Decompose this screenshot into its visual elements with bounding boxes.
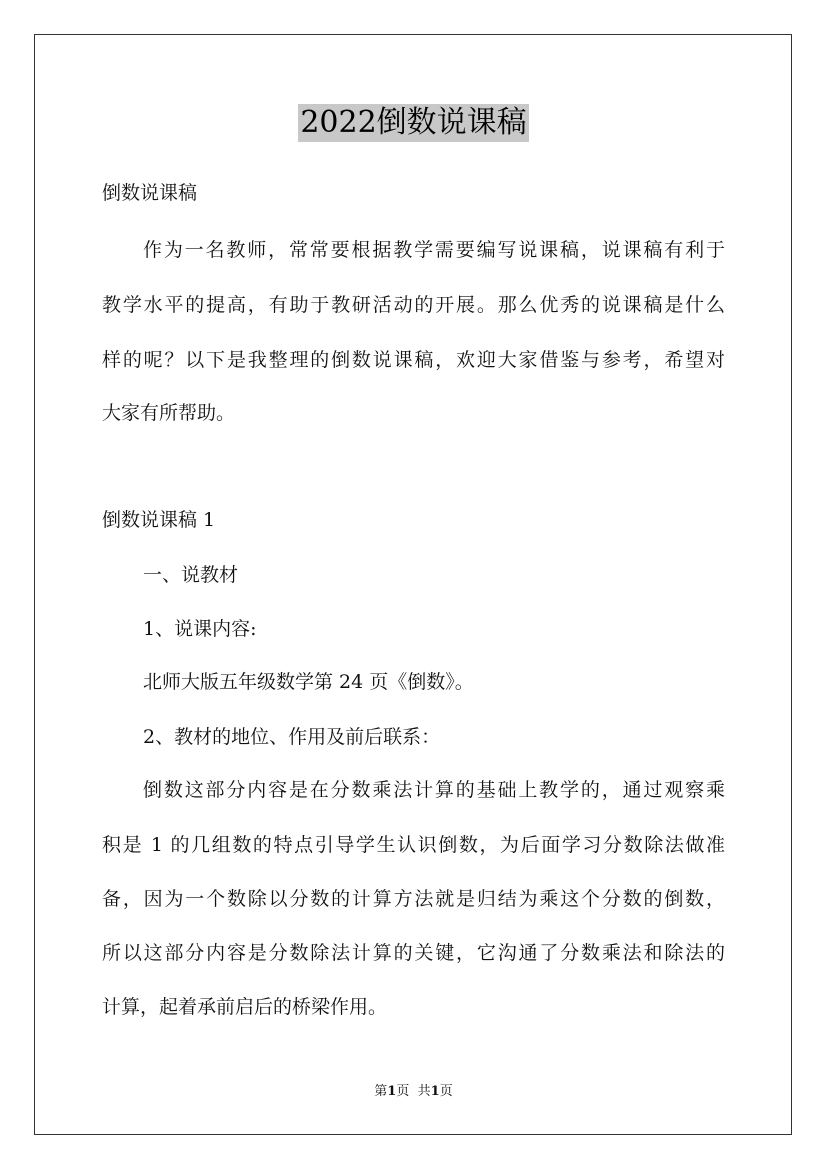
- footer-total-prefix: 共: [417, 1084, 431, 1099]
- item-2-heading: 2、教材的地位、作用及前后联系：: [143, 726, 441, 748]
- intro-line-2: 教学水平的提高，有助于教研活动的开展。那么优秀的说课稿是什么: [102, 294, 725, 316]
- body-line-1: 倒数这部分内容是在分数乘法计算的基础上教学的，通过观察乘: [143, 779, 725, 801]
- footer-total-number: 1: [430, 1084, 440, 1099]
- intro-line-3: 样的呢？以下是我整理的倒数说课稿，欢迎大家借鉴与参考，希望对: [102, 349, 725, 371]
- item-1-heading: 1、说课内容:: [143, 618, 257, 640]
- body-line-5: 计算，起着承前启后的桥梁作用。: [102, 996, 388, 1018]
- body-line-2: 积是 1 的几组数的特点引导学生认识倒数，为后面学习分数除法做准: [102, 834, 725, 856]
- document-heading: 倒数说课稿: [102, 182, 198, 204]
- footer-page-prefix: 第: [374, 1084, 388, 1099]
- subsection-heading: 一、说教材: [143, 564, 239, 586]
- title-container: [0, 104, 827, 142]
- footer-page-suffix: 页: [396, 1084, 410, 1099]
- page-footer: [0, 1083, 827, 1101]
- footer-page-number: 1: [387, 1084, 397, 1099]
- footer-total-suffix: 页: [439, 1084, 453, 1099]
- body-line-3: 备，因为一个数除以分数的计算方法就是归结为乘这个分数的倒数，: [102, 888, 725, 910]
- document-title: 2022倒数说课稿: [300, 105, 527, 140]
- intro-line-4: 大家有所帮助。: [102, 402, 236, 424]
- body-line-4: 所以这部分内容是分数除法计算的关键，它沟通了分数乘法和除法的: [102, 942, 725, 964]
- section-heading: 倒数说课稿 1: [102, 509, 216, 531]
- intro-line-1: 作为一名教师，常常要根据教学需要编写说课稿，说课稿有利于: [143, 239, 725, 261]
- item-1-text: 北师大版五年级数学第 24 页《倒数》。: [143, 671, 474, 693]
